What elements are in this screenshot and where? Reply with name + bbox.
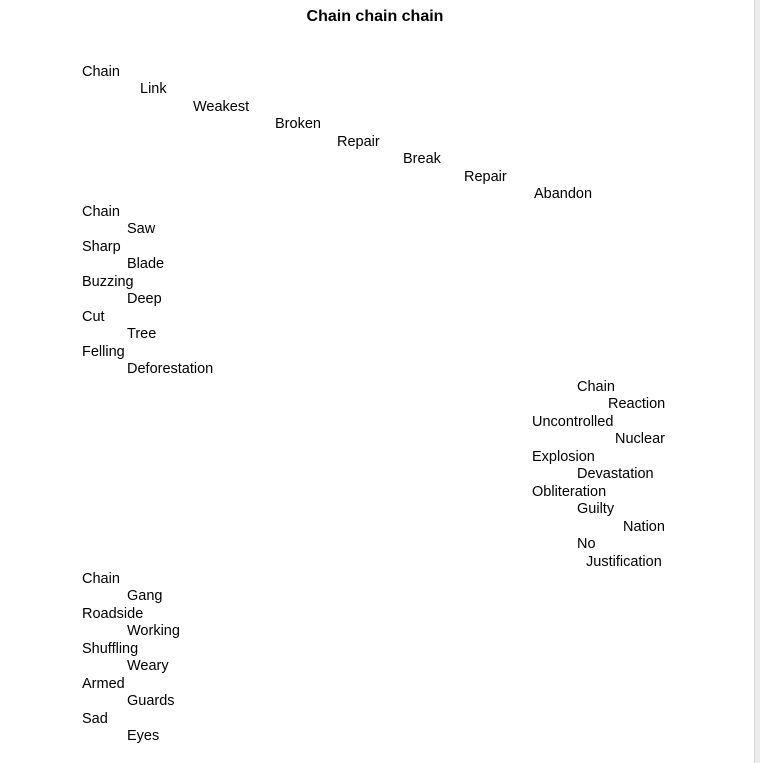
poem-title: Chain chain chain: [306, 8, 444, 25]
stanza-4-line: Gang: [127, 588, 163, 604]
stanza-3-line: Uncontrolled: [532, 414, 614, 430]
stanza-1-line: Chain: [82, 64, 120, 80]
stanza-3-line: Nation: [623, 519, 665, 535]
stanza-3-line: Obliteration: [532, 484, 607, 500]
stanza-3-line: No: [577, 536, 596, 552]
stanza-1-line: Repair: [337, 134, 380, 150]
stanza-4-line: Weary: [127, 658, 169, 674]
stanza-2-line: Deforestation: [127, 361, 214, 377]
stanza-2-line: Blade: [127, 256, 165, 272]
stanza-2-line: Felling: [82, 344, 125, 360]
stanza-4-line: Chain: [82, 571, 120, 587]
stanza-1-line: Abandon: [534, 186, 593, 202]
stanza-3-line: Guilty: [577, 501, 615, 517]
stanza-2-line: Tree: [127, 326, 157, 342]
stanza-4-line: Armed: [82, 676, 125, 692]
stanza-3-line: Reaction: [608, 396, 666, 412]
stanza-4-line: Shuffling: [82, 641, 139, 657]
stanza-2-line: Deep: [127, 291, 162, 307]
stanza-1-line: Weakest: [193, 99, 250, 115]
stanza-4-line: Sad: [82, 711, 108, 727]
stanza-2-line: Saw: [127, 221, 156, 237]
stanza-1-line: Repair: [464, 169, 507, 185]
stanza-3-line: Nuclear: [615, 431, 665, 447]
stanza-3-line: Explosion: [532, 449, 595, 465]
stanza-3-line: Devastation: [577, 466, 654, 482]
stanza-2-line: Sharp: [82, 239, 121, 255]
stanza-2-line: Buzzing: [82, 274, 134, 290]
stanza-4-line: Roadside: [82, 606, 144, 622]
stanza-3-line: Justification: [586, 554, 662, 570]
stanza-1-line: Broken: [275, 116, 321, 132]
stanza-2-line: Chain: [82, 204, 120, 220]
stanza-3-line: Chain: [577, 379, 615, 395]
page-edge-scrollbar[interactable]: [754, 0, 760, 763]
stanza-4-line: Guards: [127, 693, 175, 709]
stanza-2-line: Cut: [82, 309, 105, 325]
stanza-4-line: Working: [127, 623, 180, 639]
stanza-1-line: Link: [140, 81, 167, 97]
stanza-4-line: Eyes: [127, 728, 160, 744]
stanza-1-line: Break: [403, 151, 441, 167]
